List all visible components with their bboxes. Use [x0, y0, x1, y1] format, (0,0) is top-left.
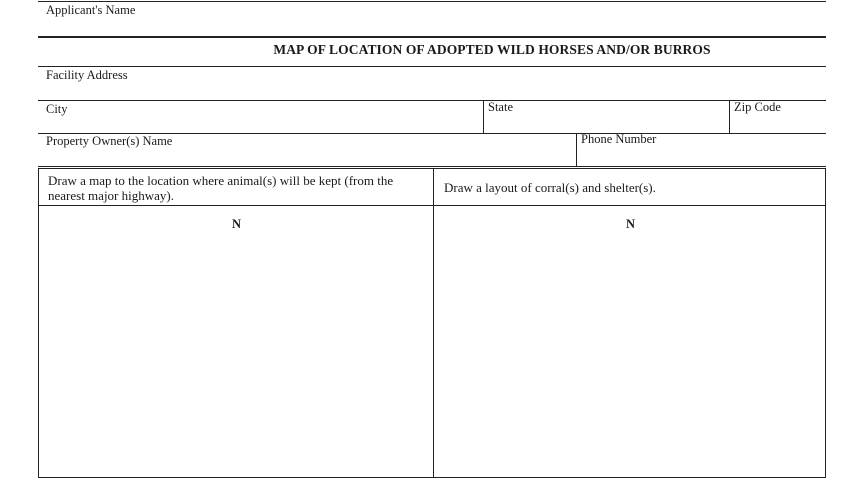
location-map-drawing-area[interactable] — [39, 206, 432, 469]
city-field[interactable] — [80, 106, 482, 132]
zip-code-field[interactable] — [738, 114, 826, 134]
property-owner-field[interactable] — [180, 140, 574, 166]
zip-code-label: Zip Code — [734, 100, 781, 114]
state-divider — [483, 100, 484, 133]
property-owner-label: Property Owner(s) Name — [46, 134, 173, 148]
north-indicator-left: N — [232, 217, 242, 231]
owner-rule — [38, 166, 826, 167]
facility-address-field[interactable] — [140, 72, 824, 98]
state-label: State — [488, 100, 513, 114]
north-indicator-right: N — [626, 217, 636, 231]
city-label: City — [46, 102, 68, 116]
phone-number-field[interactable] — [585, 148, 825, 168]
zip-divider — [729, 100, 730, 133]
phone-divider — [576, 133, 577, 166]
left-map-instruction: Draw a map to the location where animal(s) will be kept (from the nearest major highway). — [48, 173, 394, 203]
title-rule-top — [38, 36, 826, 38]
applicant-name-field[interactable] — [160, 6, 814, 32]
corral-layout-drawing-area[interactable] — [434, 206, 825, 469]
title-rule-bottom — [38, 66, 826, 67]
form-title: MAP OF LOCATION OF ADOPTED WILD HORSES AND/OR BURROS — [273, 42, 711, 57]
facility-address-label: Facility Address — [46, 68, 128, 82]
top-rule — [38, 1, 826, 2]
right-map-instruction: Draw a layout of corral(s) and shelter(s). — [444, 180, 656, 195]
phone-number-label: Phone Number — [581, 132, 657, 146]
applicant-name-label: Applicant's Name — [46, 3, 136, 17]
state-field[interactable] — [520, 106, 728, 132]
facility-address-rule — [38, 100, 826, 101]
